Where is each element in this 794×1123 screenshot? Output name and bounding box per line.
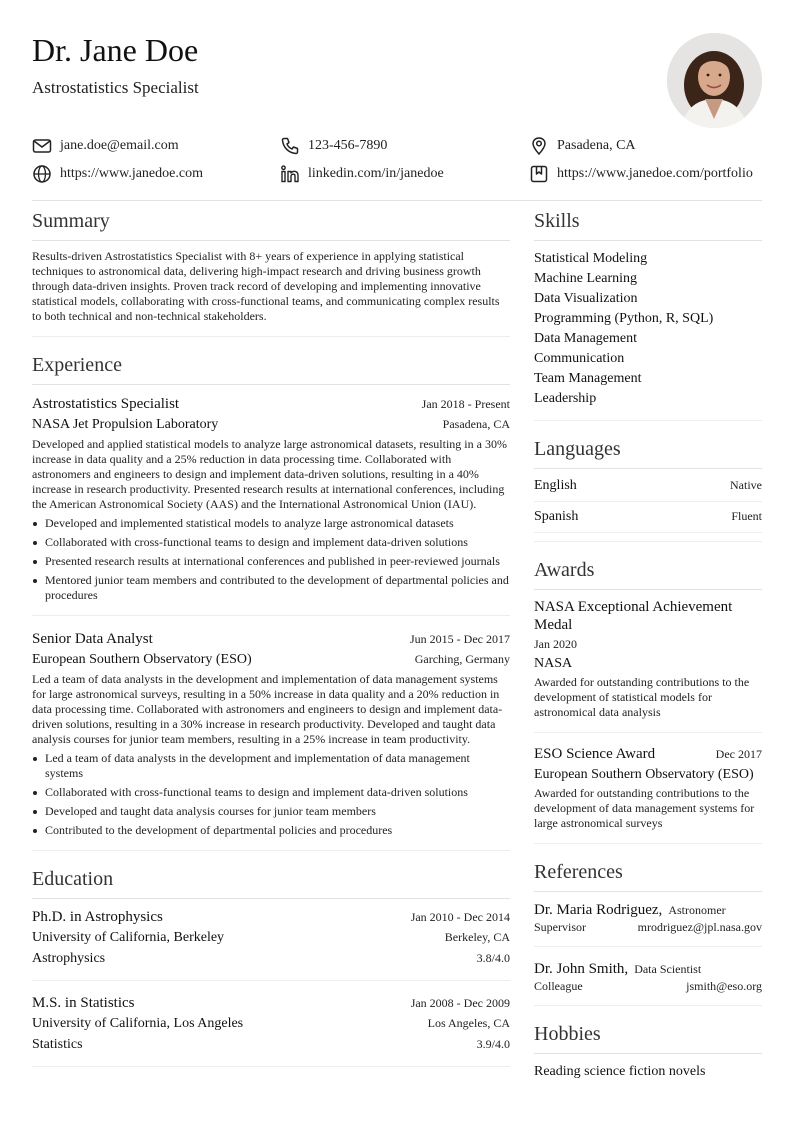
section-divider [534,420,762,421]
award-title: ESO Science Award [534,746,656,762]
award-issuer: European Southern Observatory (ESO) [534,767,754,782]
award-title: NASA Exceptional Achievement Medal [534,599,733,633]
resume-page [32,0,762,1123]
location-text: Pasadena, CA [557,138,636,153]
mail-icon [32,136,52,156]
skills-heading: Skills [534,205,762,241]
education-item [32,907,510,981]
job-role: Senior Data Analyst [32,631,153,647]
contact-website[interactable] [32,164,203,184]
reference-item [534,959,762,1006]
reference-email[interactable]: mrodriguez@jpl.nasa.gov [637,920,762,934]
degree: Ph.D. in Astrophysics [32,909,163,925]
candidate-name: Dr. Jane Doe [32,32,199,68]
languages-section [534,433,762,542]
item-divider [32,850,510,851]
education-heading: Education [32,863,510,899]
item-divider [32,1066,510,1067]
hobbies-heading: Hobbies [534,1018,762,1054]
awards-heading: Awards [534,554,762,590]
phone-icon [280,136,300,156]
language-item [534,502,762,533]
list-item: Mentored junior team members and contributed to the development of departmental policies and procedures [32,573,510,603]
list-item: Led a team of data analysts in the development and implementation of data management systems [32,751,510,781]
reference-role: Astronomer [668,903,726,917]
skill-item: Leadership [534,391,597,406]
skill-item: Data Visualization [534,291,638,306]
item-divider [32,980,510,981]
skill-item: Data Management [534,331,638,346]
skill-item: Programming (Python, R, SQL) [534,311,714,326]
portfolio-link[interactable]: https://www.janedoe.com/portfolio [557,166,753,181]
references-section [534,856,762,1006]
job-location: Pasadena, CA [442,417,510,431]
job-bullets [32,516,510,603]
phone-text[interactable]: 123-456-7890 [308,138,388,153]
hobby-item: Reading science fiction novels [534,1064,706,1079]
languages-heading: Languages [534,433,762,469]
job-organization: European Southern Observatory (ESO) [32,652,252,667]
experience-section [32,349,510,851]
reference-relation: Colleague [534,979,583,993]
language-level: Native [730,478,762,492]
experience-heading: Experience [32,349,510,385]
experience-item [32,393,510,616]
job-organization: NASA Jet Propulsion Laboratory [32,417,219,432]
school-location: Berkeley, CA [444,930,510,944]
award-date: Dec 2017 [715,747,762,761]
list-item: Developed and implemented statistical models to analyze large astronomical datasets [32,516,510,531]
list-item: Collaborated with cross-functional teams to design and implement data-driven solutions [32,785,510,800]
skill-item: Team Management [534,371,642,386]
summary-text: Results-driven Astrostatistics Specialist with 8+ years of experience in applying statistical techniques to astronomical data, delivering high-impact research and driving business growth through data-driven insights. Proven track record of developing and implementing innovative statistical models, collaborating with cross-functional teams, and communicating complex results to both technical and non-technical stakeholders. [32,249,500,323]
job-location: Garching, Germany [414,652,510,666]
language-name: Spanish [534,509,579,524]
job-role: Astrostatistics Specialist [32,396,180,412]
education-dates: Jan 2010 - Dec 2014 [410,910,510,924]
experience-item [32,628,510,851]
job-description: Developed and applied statistical models to analyze large astronomical datasets, resulting in a 30% increase in data quality and a 25% reduction in data processing time. Collaborated with astronomers and engineers to design and implement data-driven solutions, resulting in a 40% increase in research productivity. Presented research results at international conferences, including the American Astronomical Society (AAS) and the International Astronomical Union (IAU). [32,437,507,511]
list-item: Developed and taught data analysis courses for junior team members [32,804,510,819]
reference-role: Data Scientist [634,962,702,976]
candidate-title: Astrostatistics Specialist [32,78,199,97]
gpa: 3.8/4.0 [476,951,510,965]
side-column [534,205,762,1082]
main-column [32,205,510,1067]
linkedin-link[interactable]: linkedin.com/in/janedoe [308,166,444,181]
award-date: Jan 2020 [534,637,577,651]
header-divider [32,200,762,201]
references-heading: References [534,856,762,892]
job-dates: Jun 2015 - Dec 2017 [410,632,510,646]
skills-section [534,205,762,421]
item-divider [534,946,762,947]
education-dates: Jan 2008 - Dec 2009 [410,996,510,1010]
education-section [32,863,510,1067]
job-dates: Jan 2018 - Present [421,397,510,411]
school: University of California, Los Angeles [32,1016,244,1031]
school: University of California, Berkeley [32,930,225,945]
skill-item: Statistical Modeling [534,251,648,266]
location-pin-icon [529,136,549,156]
award-item [534,598,762,733]
contact-email[interactable] [32,136,179,156]
section-divider [534,1005,762,1006]
website-link[interactable]: https://www.janedoe.com [60,166,203,181]
list-item: Contributed to the development of departmental policies and procedures [32,823,510,838]
award-description: Awarded for outstanding contributions to the development of statistical models for astronomical data analysis [534,675,750,719]
linkedin-icon [280,164,300,184]
school-location: Los Angeles, CA [427,1016,510,1030]
education-item [32,993,510,1067]
summary-heading: Summary [32,205,510,241]
section-divider [32,336,510,337]
contact-location [529,136,636,156]
awards-section [534,554,762,844]
reference-relation: Supervisor [534,920,586,934]
language-name: English [534,478,577,493]
profile-photo-image [667,33,762,128]
job-bullets [32,751,510,838]
item-divider [534,732,762,733]
award-issuer: NASA [534,656,573,671]
list-item: Collaborated with cross-functional teams to design and implement data-driven solutions [32,535,510,550]
award-description: Awarded for outstanding contributions to the development of data management systems for large astronomical surveys [534,786,755,830]
contact-portfolio[interactable] [529,164,753,184]
language-item [534,471,762,502]
contact-linkedin[interactable] [280,164,444,184]
field-of-study: Statistics [32,1037,83,1052]
field-of-study: Astrophysics [32,951,106,966]
award-item [534,745,762,844]
reference-name: Dr. John Smith, [534,961,629,977]
list-item: Presented research results at international conferences and published in peer-reviewed journals [32,554,510,569]
hobbies-section [534,1018,762,1082]
reference-item [534,900,762,947]
skill-item: Communication [534,351,625,366]
item-divider [32,615,510,616]
skills-list [534,249,762,409]
contact-phone[interactable] [280,136,387,156]
gpa: 3.9/4.0 [476,1037,510,1051]
reference-email[interactable]: jsmith@eso.org [686,979,762,993]
reference-name: Dr. Maria Rodriguez, [534,902,663,918]
globe-icon [32,164,52,184]
portfolio-icon [529,164,549,184]
profile-photo [667,33,762,128]
section-divider [534,541,762,542]
degree: M.S. in Statistics [32,995,135,1011]
summary-section [32,205,510,337]
email-text[interactable]: jane.doe@email.com [60,138,179,153]
language-level: Fluent [731,509,762,523]
section-divider [534,843,762,844]
skill-item: Machine Learning [534,271,638,286]
job-description: Led a team of data analysts in the development and implementation of data management systems for large astronomical surveys, resulting in a 50% increase in data quality and a 20% reduction in data processing time. Collaborated with astronomers and engineers to design and implement data-driven solutions, resulting in a 30% increase in research productivity. Developed and taught data analysis courses for junior team members, resulting in a 25% increase in team productivity. [32,672,503,746]
